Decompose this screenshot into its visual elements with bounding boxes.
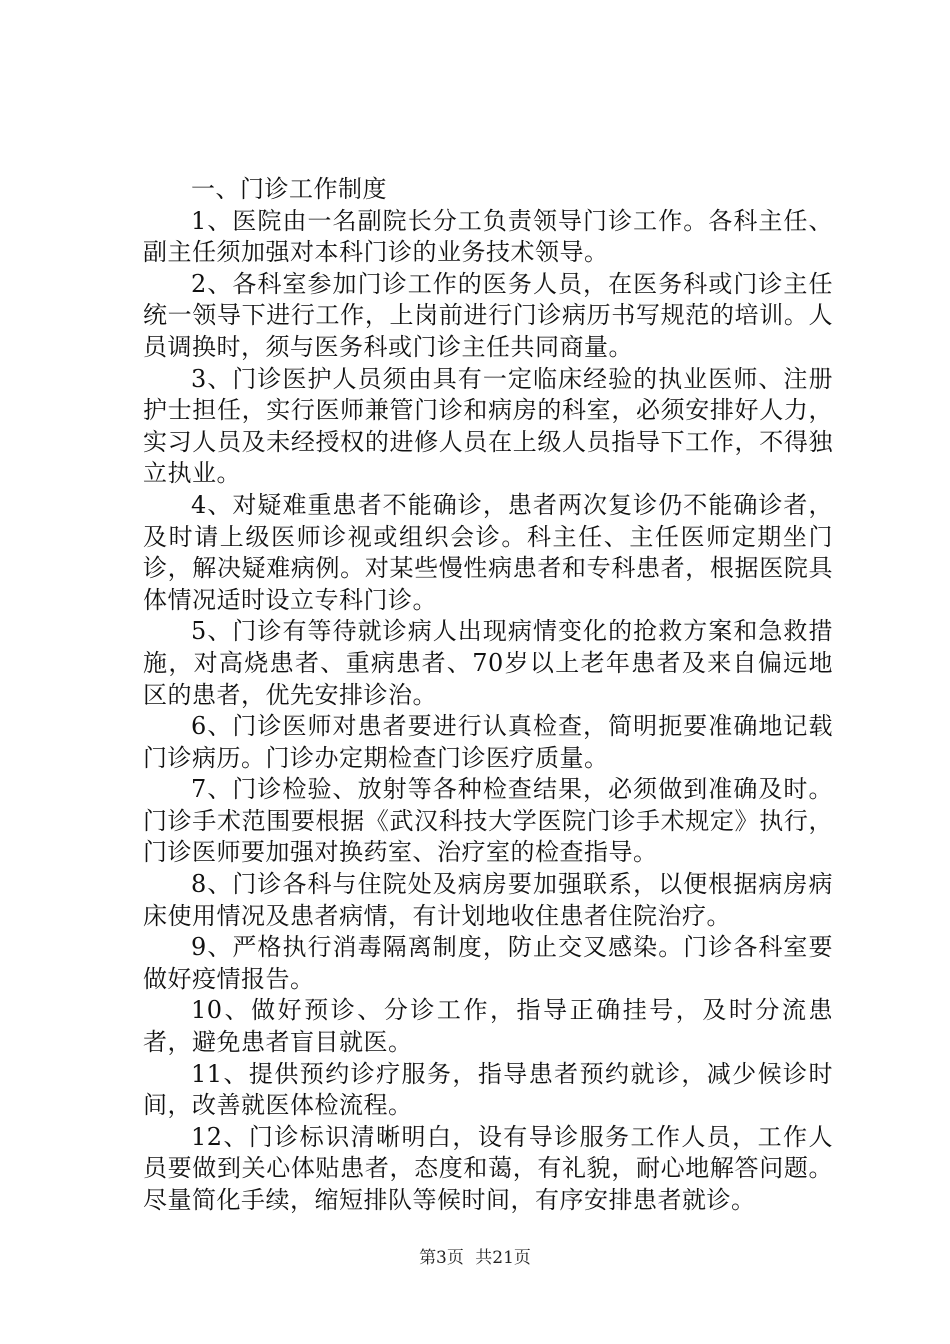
- paragraph-3: 3、门诊医护人员须由具有一定临床经验的执业医师、注册护士担任，实行医师兼管门诊和病房的科室，必须安排好人力，实习人员及未经授权的进修人员在上级人员指导下工作，不得独立执业。: [143, 364, 833, 488]
- paragraph-8: 8、门诊各科与住院处及病房要加强联系，以便根据病房病床使用情况及患者病情，有计划地收住患者住院治疗。: [143, 870, 833, 930]
- paragraph-5: 5、门诊有等待就诊病人出现病情变化的抢救方案和急救措施，对高烧患者、重病患者、70岁以上老年患者及来自偏远地区的患者，优先安排诊治。: [143, 617, 833, 709]
- paragraph-11: 11、提供预约诊疗服务，指导患者预约就诊，减少候诊时间，改善就医体检流程。: [143, 1059, 833, 1120]
- paragraph-6: 6、门诊医师对患者要进行认真检查，简明扼要准确地记载门诊病历。门诊办定期检查门诊医疗质量。: [143, 712, 833, 772]
- paragraph-4: 4、对疑难重患者不能确诊，患者两次复诊仍不能确诊者，及时请上级医师诊视或组织会诊。科主任、主任医师定期坐门诊，解决疑难病例。对某些慢性病患者和专科患者，根据医院具体情况适时设立专科门诊。: [143, 490, 833, 614]
- page-total: 共21页: [475, 1248, 531, 1268]
- document-body: [143, 174, 833, 1217]
- paragraph-12: 12、门诊标识清晰明白，设有导诊服务工作人员，工作人员要做到关心体贴患者，态度和蔼，有礼貌，耐心地解答问题。尽量简化手续，缩短排队等候时间，有序安排患者就诊。: [143, 1122, 833, 1214]
- paragraph-1: 1、医院由一名副院长分工负责领导门诊工作。各科主任、副主任须加强对本科门诊的业务技术领导。: [143, 206, 833, 267]
- paragraph-10: 10、做好预诊、分诊工作，指导正确挂号，及时分流患者，避免患者盲目就医。: [143, 996, 833, 1057]
- paragraph-7: 7、门诊检验、放射等各种检查结果，必须做到准确及时。门诊手术范围要根据《武汉科技大学医院门诊手术规定》执行，门诊医师要加强对换药室、治疗室的检查指导。: [143, 775, 833, 867]
- section-heading: 一、门诊工作制度: [191, 175, 387, 203]
- paragraph-9: 9、严格执行消毒隔离制度，防止交叉感染。门诊各科室要做好疫情报告。: [143, 933, 833, 993]
- page-number: 第3页: [419, 1248, 464, 1268]
- paragraph-2: 2、各科室参加门诊工作的医务人员，在医务科或门诊主任统一领导下进行工作，上岗前进行门诊病历书写规范的培训。人员调换时，须与医务科或门诊主任共同商量。: [143, 269, 833, 361]
- page-footer: [0, 1243, 950, 1268]
